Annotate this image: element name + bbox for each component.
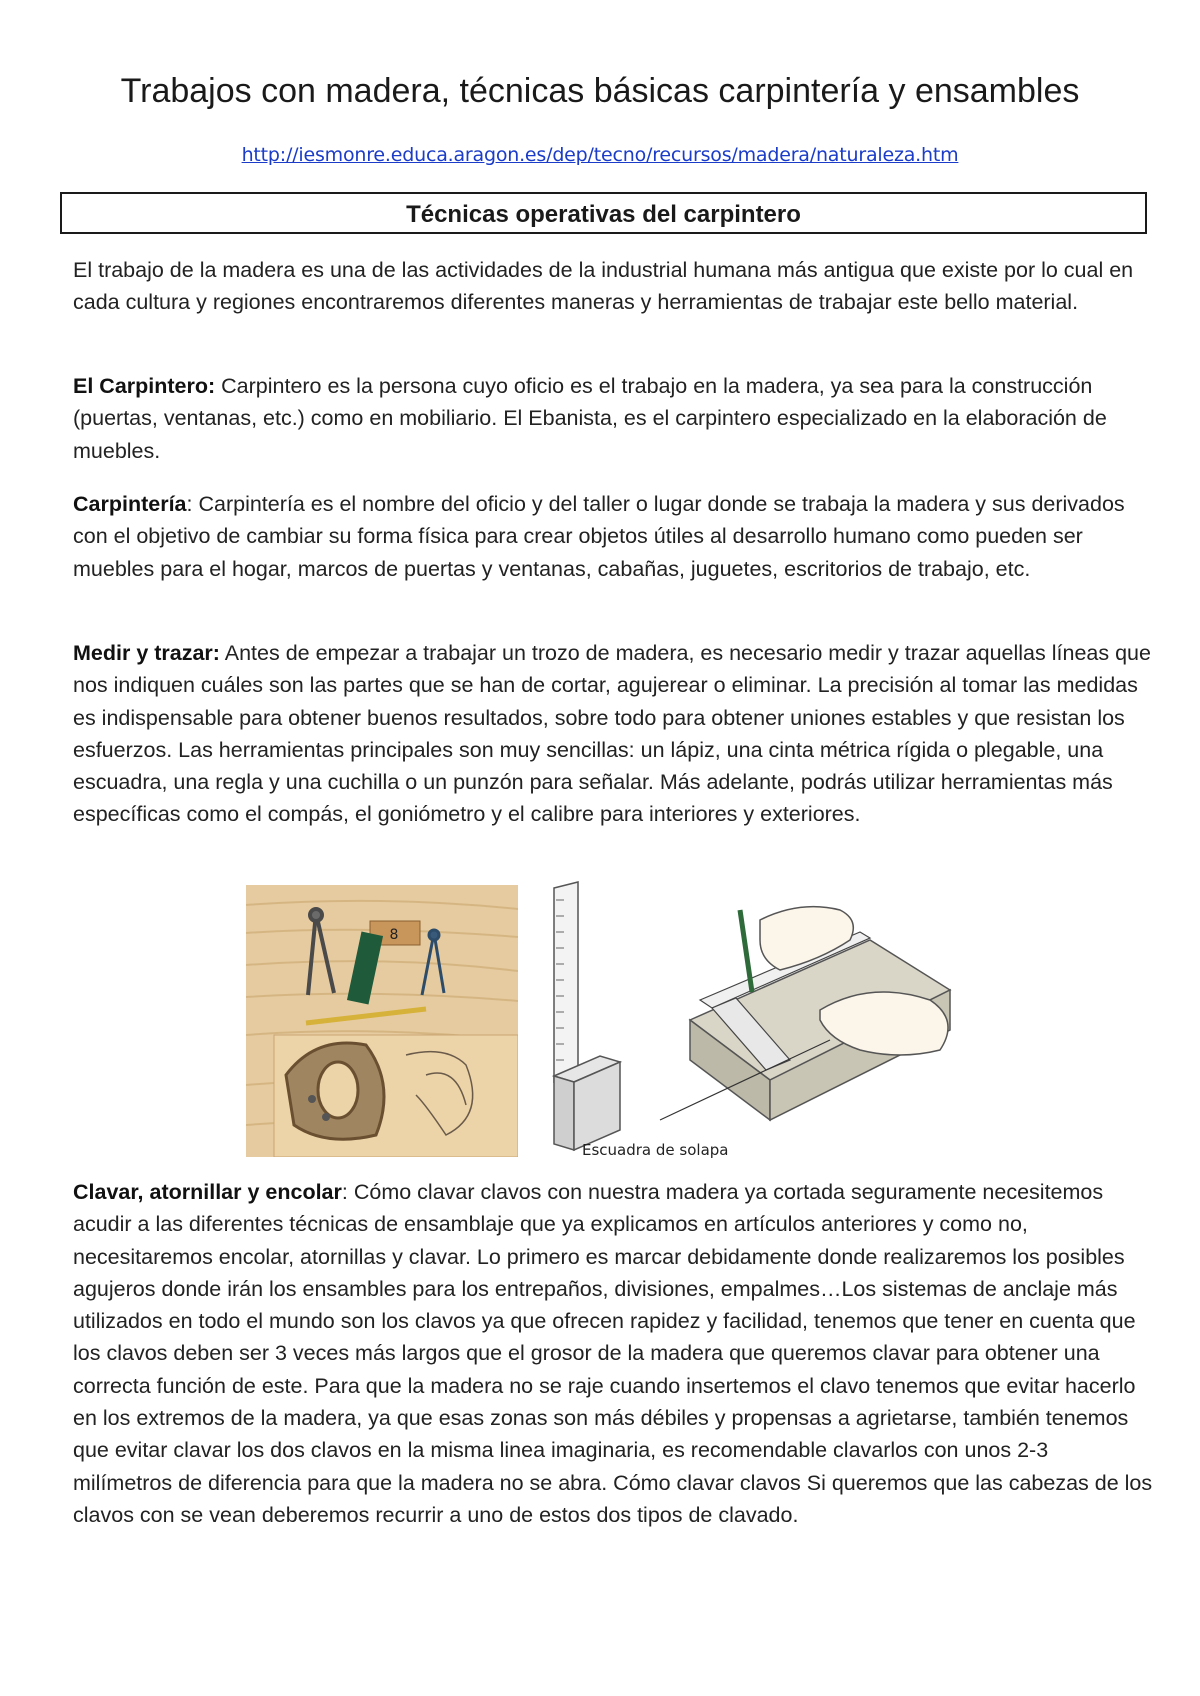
carpinteria-paragraph [73,488,1153,585]
try-square-diagram [540,880,960,1160]
carpintero-text: Carpintero es la persona cuyo oficio es el trabajo en la madera, ya sea para la construcción (puertas, ventanas, etc.) como en mobiliario. El Ebanista, es el carpintero especializado en la elaboración de muebles. [73,374,1107,463]
carpintero-paragraph [73,370,1153,467]
section-heading-box [60,192,1147,234]
medir-trazar-paragraph [73,637,1153,831]
source-link[interactable]: http://iesmonre.educa.aragon.es/dep/tecno/recursos/madera/naturaleza.htm [241,144,959,166]
medir-trazar-term: Medir y trazar: [73,641,220,665]
section-title: Técnicas operativas del carpintero [406,201,801,228]
intro-paragraph: El trabajo de la madera es una de las actividades de la industrial humana más antigua que existe por lo cual en cada cultura y regiones encontraremos diferentes maneras y herramientas de trabajar este bello material. [73,258,1134,315]
carpinteria-term: Carpintería [73,492,187,516]
clavar-text: : Cómo clavar clavos con nuestra madera ya cortada seguramente necesitemos acudir a las diferentes técnicas de ensamblaje que ya explicamos en artículos anteriores y como no, necesitaremos encolar, atornillas y clavar. Lo primero es marcar debidamente donde realizaremos los posibles agujeros donde irán los ensambles para los entrepaños, divisiones, empalmes…Los sistemas de anclaje más utilizados en todo el mundo son los clavos ya que ofrecen rapidez y facilidad, tenemos que tener en cuenta que los clavos deben ser 3 veces más largos que el grosor de la madera que queremos clavar para obtener una correcta función de este. Para que la madera no se raje cuando insertemos el clavo tenemos que evitar hacerlo en los extremos de la madera, ya que esas zonas son más débiles y propensas a agrietarse, también tenemos que evitar clavar los dos clavos en la misma linea imaginaria, es recomendable clavarlos con unos 2-3 milímetros de diferencia para que la madera no se abra. Cómo clavar clavos Si queremos que las cabezas de los clavos con se vean deberemos recurrir a uno de estos dos tipos de clavado. [73,1180,1153,1527]
medir-trazar-text: Antes de empezar a trabajar un trozo de madera, es necesario medir y trazar aquellas líneas que nos indiquen cuáles son las partes que se han de cortar, agujerear o eliminar. La precisión al tomar las medidas es indispensable para obtener buenos resultados, sobre todo para obtener uniones estables y que resistan los esfuerzos. Las herramientas principales son muy sencillas: un lápiz, una cinta métrica rígida o plegable, una escuadra, una regla y una cuchilla o un punzón para señalar. Más adelante, podrás utilizar herramientas más específicas como el compás, el goniómetro y el calibre para interiores y exteriores. [73,641,1151,827]
carpinteria-text: : Carpintería es el nombre del oficio y del taller o lugar donde se trabaja la madera y sus derivados con el objetivo de cambiar su forma física para crear objetos útiles al desarrollo humano como pueden ser muebles para el hogar, marcos de puertas y ventanas, cabañas, juguetes, escritorios de trabajo, etc. [73,492,1125,581]
clavar-paragraph [73,1176,1153,1531]
document-title: Trabajos con madera, técnicas básicas carpintería y ensambles [120,72,1080,110]
carpintero-term: El Carpintero: [73,374,216,398]
wood-tag-label: 8 [389,927,399,943]
marking-tools-photo [246,885,518,1157]
drawing-caption: Escuadra de solapa [582,1141,729,1159]
clavar-term: Clavar, atornillar y encolar [73,1180,342,1204]
